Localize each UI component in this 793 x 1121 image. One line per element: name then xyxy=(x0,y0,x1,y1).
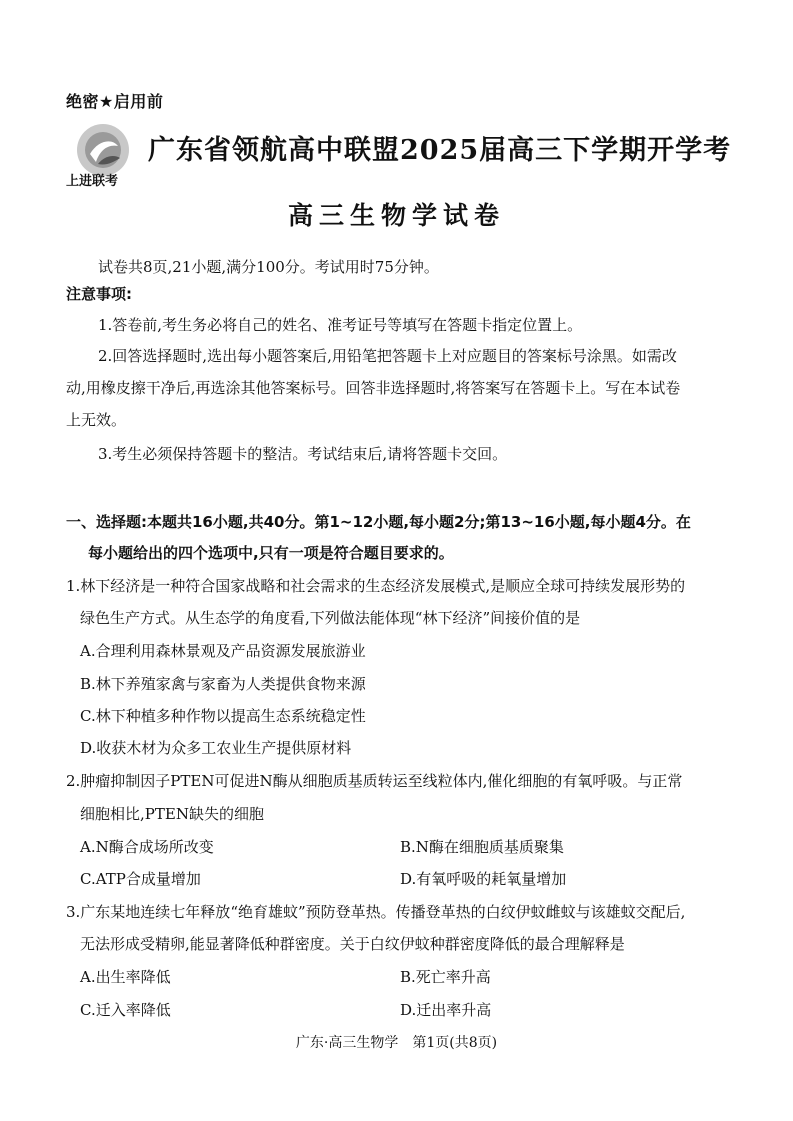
question-2-option-a: A.N酶合成场所改变 xyxy=(80,838,214,856)
question-3-option-d: D.迁出率升高 xyxy=(400,1001,492,1019)
question-1-stem-line-2: 绿色生产方式。从生态学的角度看,下列做法能体现“林下经济”间接价值的是 xyxy=(80,609,581,627)
confidential-label: 绝密★启用前 xyxy=(66,92,164,111)
question-2-stem-line-1: 2.肿瘤抑制因子PTEN可促进N酶从细胞质基质转运至线粒体内,催化细胞的有氧呼吸。与正常 xyxy=(66,772,683,790)
question-3-option-b: B.死亡率升高 xyxy=(400,968,491,986)
notice-item-2-line-2: 动,用橡皮擦干净后,再选涂其他答案标号。回答非选择题时,将答案写在答题卡上。写在本试卷 xyxy=(66,379,681,397)
question-2-option-b: B.N酶在细胞质基质聚集 xyxy=(400,838,564,856)
notice-item-1: 1.答卷前,考生务必将自己的姓名、准考证号等填写在答题卡指定位置上。 xyxy=(98,316,583,334)
logo-text: 上进联考 xyxy=(66,174,119,189)
question-3-stem-line-2: 无法形成受精卵,能显著降低种群密度。关于白纹伊蚊种群密度降低的最合理解释是 xyxy=(80,935,625,953)
section-heading-line-2: 每小题给出的四个选项中,只有一项是符合题目要求的。 xyxy=(88,544,454,562)
question-3-option-a: A.出生率降低 xyxy=(80,968,171,986)
exam-title: 广东省领航高中联盟2025届高三下学期开学考 xyxy=(148,135,732,166)
question-2-stem-line-2: 细胞相比,PTEN缺失的细胞 xyxy=(80,805,264,823)
notice-item-2-line-3: 上无效。 xyxy=(66,411,127,429)
intro-text: 试卷共8页,21小题,满分100分。考试用时75分钟。 xyxy=(98,258,439,276)
notice-heading: 注意事项: xyxy=(66,285,132,303)
question-2-option-d: D.有氧呼吸的耗氧量增加 xyxy=(400,870,567,888)
notice-item-2-line-1: 2.回答选择题时,选出每小题答案后,用铅笔把答题卡上对应题目的答案标号涂黑。如需改 xyxy=(98,347,677,365)
question-1-option-d: D.收获木材为众多工农业生产提供原材料 xyxy=(80,739,352,757)
question-1-option-c: C.林下种植多种作物以提高生态系统稳定性 xyxy=(80,707,366,725)
question-1-option-b: B.林下养殖家禽与家畜为人类提供食物来源 xyxy=(80,675,366,693)
notice-item-3: 3.考生必须保持答题卡的整洁。考试结束后,请将答题卡交回。 xyxy=(98,445,508,463)
page-footer: 广东·高三生物学 第1页(共8页) xyxy=(295,1035,498,1051)
question-3-option-c: C.迁入率降低 xyxy=(80,1001,171,1019)
question-3-stem-line-1: 3.广东某地连续七年释放“绝育雄蚊”预防登革热。传播登革热的白纹伊蚊雌蚊与该雄蚊交配后, xyxy=(66,903,686,921)
question-1-option-a: A.合理利用森林景观及产品资源发展旅游业 xyxy=(80,642,366,660)
section-heading-line-1: 一、选择题:本题共16小题,共40分。第1~12小题,每小题2分;第13~16小题,每小题4分。在 xyxy=(66,513,691,531)
question-2-option-c: C.ATP合成量增加 xyxy=(80,870,201,888)
question-1-stem-line-1: 1.林下经济是一种符合国家战略和社会需求的生态经济发展模式,是顺应全球可持续发展形势的 xyxy=(66,577,686,595)
subject-title: 高三生物学试卷 xyxy=(287,201,505,230)
